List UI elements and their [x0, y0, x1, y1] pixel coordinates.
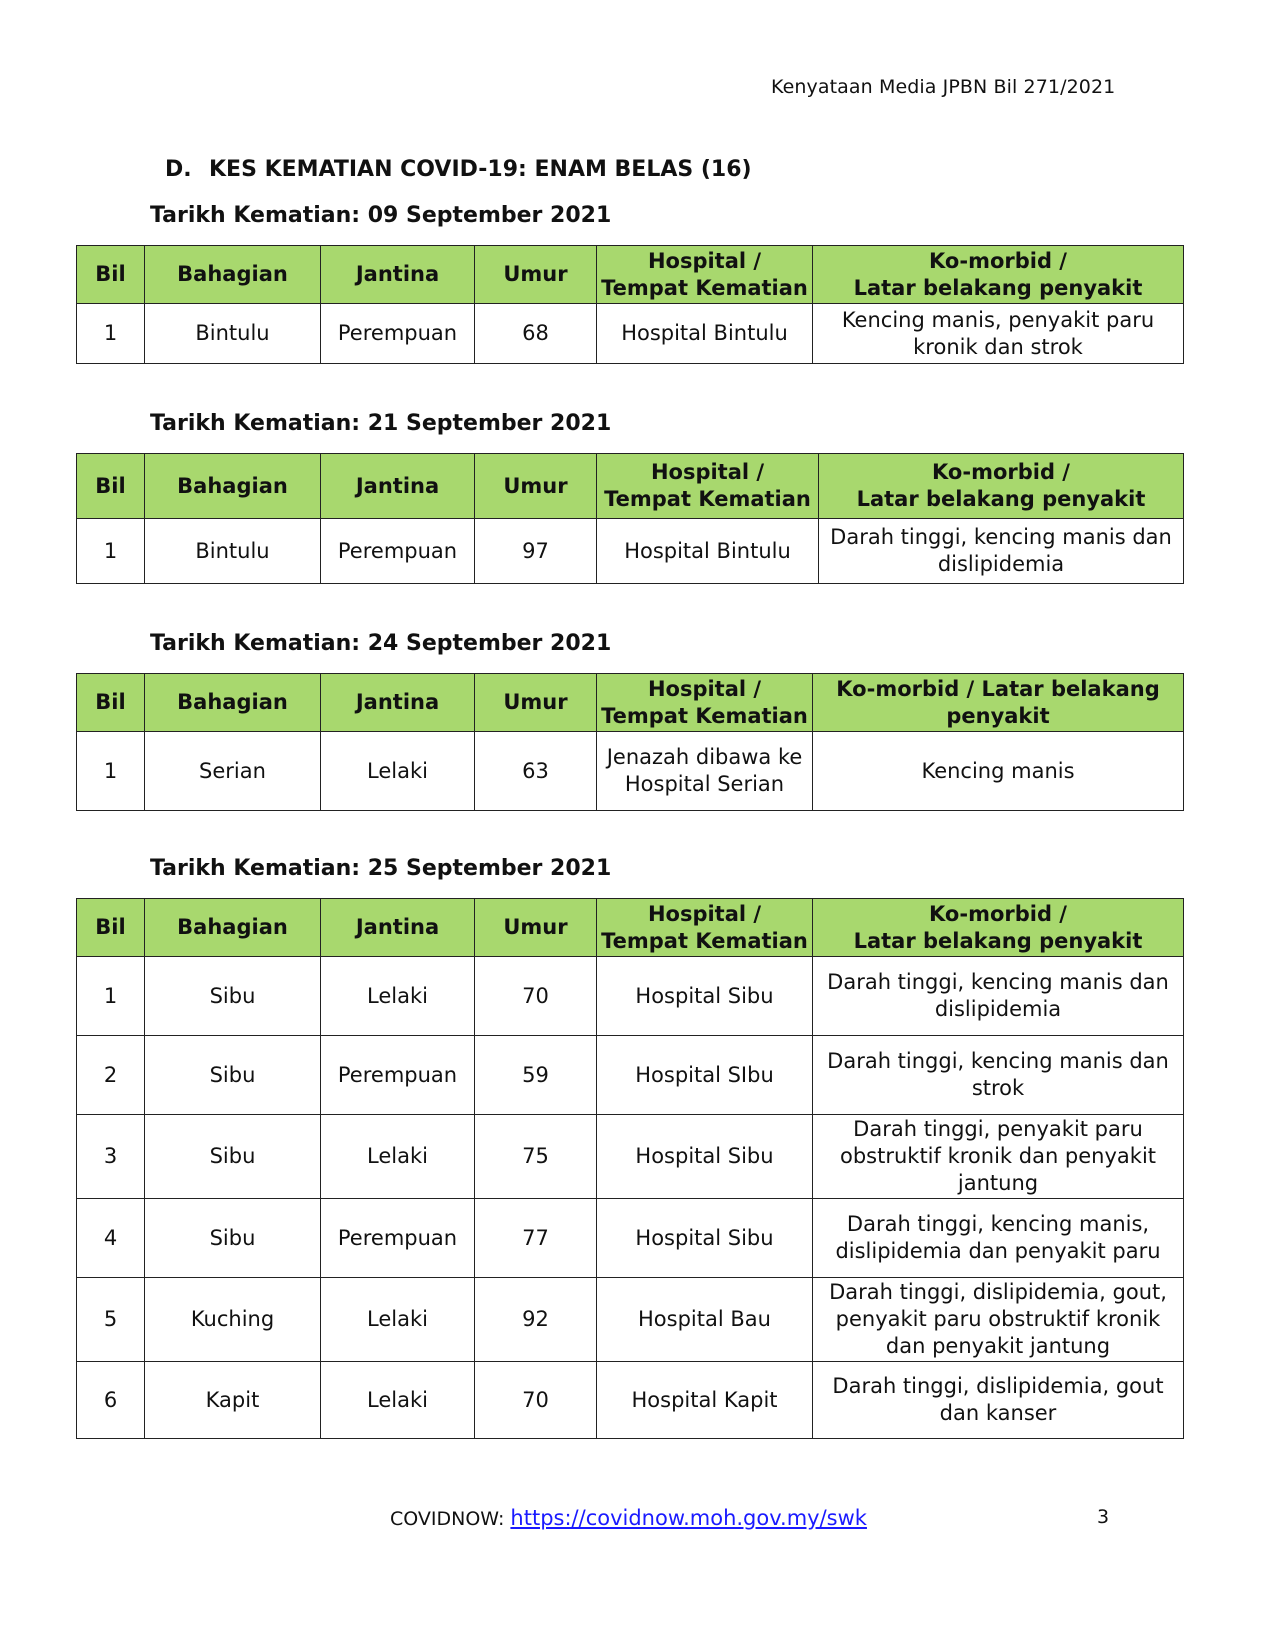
cell-bil: 5	[77, 1278, 145, 1362]
cell-jantina: Lelaki	[321, 1278, 475, 1362]
col-umur: Umur	[475, 246, 597, 304]
cell-bil: 2	[77, 1036, 145, 1115]
col-bil: Bil	[77, 246, 145, 304]
col-hospital: Hospital / Tempat Kematian	[597, 899, 813, 957]
table-header-row	[77, 899, 1184, 957]
cell-komorbid: Darah tinggi, kencing manis dan strok	[813, 1036, 1184, 1115]
cell-komorbid: Kencing manis, penyakit paru kronik dan strok	[813, 304, 1184, 364]
cell-jantina: Lelaki	[321, 957, 475, 1036]
cell-jantina: Lelaki	[321, 1115, 475, 1199]
cell-hospital: Hospital Sibu	[597, 1199, 813, 1278]
cell-bahagian: Sibu	[145, 1115, 321, 1199]
col-umur: Umur	[475, 899, 597, 957]
col-hospital: Hospital / Tempat Kematian	[597, 454, 819, 519]
col-komorbid: Ko-morbid / Latar belakang penyakit	[813, 899, 1184, 957]
cell-umur: 77	[475, 1199, 597, 1278]
table-header-row	[77, 674, 1184, 732]
cell-komorbid: Kencing manis	[813, 732, 1184, 811]
col-hospital: Hospital / Tempat Kematian	[597, 674, 813, 732]
table-row	[77, 732, 1184, 811]
covidnow-link[interactable]: https://covidnow.moh.gov.my/swk	[510, 1506, 867, 1530]
cell-bahagian: Kapit	[145, 1362, 321, 1439]
cell-bahagian: Bintulu	[145, 304, 321, 364]
cell-jantina: Perempuan	[321, 1036, 475, 1115]
cell-jantina: Perempuan	[321, 304, 475, 364]
col-bahagian: Bahagian	[145, 454, 321, 519]
table-row	[77, 1036, 1184, 1115]
cell-umur: 75	[475, 1115, 597, 1199]
cell-bahagian: Sibu	[145, 957, 321, 1036]
col-bil: Bil	[77, 454, 145, 519]
cell-hospital: Hospital Sibu	[597, 1115, 813, 1199]
cell-bahagian: Sibu	[145, 1036, 321, 1115]
deaths-table-09-sep	[76, 245, 1184, 364]
table-row	[77, 1362, 1184, 1439]
cell-hospital: Hospital Bau	[597, 1278, 813, 1362]
table-row	[77, 1278, 1184, 1362]
col-jantina: Jantina	[321, 246, 475, 304]
col-hospital: Hospital / Tempat Kematian	[597, 246, 813, 304]
cell-umur: 68	[475, 304, 597, 364]
cell-bil: 1	[77, 957, 145, 1036]
cell-umur: 97	[475, 519, 597, 584]
col-bil: Bil	[77, 674, 145, 732]
cell-jantina: Lelaki	[321, 732, 475, 811]
cell-umur: 92	[475, 1278, 597, 1362]
footer	[390, 1506, 867, 1530]
cell-bil: 1	[77, 304, 145, 364]
cell-umur: 59	[475, 1036, 597, 1115]
table-header-row	[77, 454, 1184, 519]
cell-umur: 63	[475, 732, 597, 811]
cell-bil: 6	[77, 1362, 145, 1439]
cell-komorbid: Darah tinggi, kencing manis dan dislipidemia	[813, 957, 1184, 1036]
date-heading-09-sep: Tarikh Kematian: 09 September 2021	[150, 203, 612, 228]
cell-hospital: Hospital Bintulu	[597, 519, 819, 584]
cell-bahagian: Sibu	[145, 1199, 321, 1278]
col-komorbid: Ko-morbid / Latar belakang penyakit	[819, 454, 1184, 519]
cell-bil: 3	[77, 1115, 145, 1199]
table-row	[77, 519, 1184, 584]
cell-komorbid: Darah tinggi, kencing manis, dislipidemia dan penyakit paru	[813, 1199, 1184, 1278]
col-komorbid: Ko-morbid / Latar belakang penyakit	[813, 246, 1184, 304]
table-row	[77, 1199, 1184, 1278]
cell-hospital: Hospital Kapit	[597, 1362, 813, 1439]
cell-bil: 4	[77, 1199, 145, 1278]
table-row	[77, 304, 1184, 364]
deaths-table-25-sep	[76, 898, 1184, 1439]
col-bahagian: Bahagian	[145, 899, 321, 957]
cell-jantina: Perempuan	[321, 1199, 475, 1278]
col-bahagian: Bahagian	[145, 246, 321, 304]
cell-hospital: Hospital Sibu	[597, 957, 813, 1036]
col-umur: Umur	[475, 674, 597, 732]
cell-bahagian: Bintulu	[145, 519, 321, 584]
footer-label: COVIDNOW:	[390, 1508, 505, 1530]
col-bil: Bil	[77, 899, 145, 957]
cell-bil: 1	[77, 519, 145, 584]
section-title-text: KES KEMATIAN COVID-19: ENAM BELAS (16)	[209, 157, 752, 182]
col-jantina: Jantina	[321, 454, 475, 519]
cell-komorbid: Darah tinggi, dislipidemia, gout dan kanser	[813, 1362, 1184, 1439]
cell-komorbid: Darah tinggi, kencing manis dan dislipidemia	[819, 519, 1184, 584]
cell-bil: 1	[77, 732, 145, 811]
section-title	[165, 157, 752, 182]
statement-reference: Kenyataan Media JPBN Bil 271/2021	[771, 76, 1116, 98]
deaths-table-21-sep	[76, 453, 1184, 584]
table-row	[77, 1115, 1184, 1199]
col-bahagian: Bahagian	[145, 674, 321, 732]
page-number: 3	[1097, 1506, 1110, 1528]
cell-komorbid: Darah tinggi, dislipidemia, gout, penyakit paru obstruktif kronik dan penyakit jantung	[813, 1278, 1184, 1362]
cell-jantina: Perempuan	[321, 519, 475, 584]
cell-hospital: Hospital Bintulu	[597, 304, 813, 364]
cell-bahagian: Kuching	[145, 1278, 321, 1362]
date-heading-21-sep: Tarikh Kematian: 21 September 2021	[150, 411, 612, 436]
cell-umur: 70	[475, 1362, 597, 1439]
section-letter: D.	[165, 157, 192, 182]
deaths-table-24-sep	[76, 673, 1184, 811]
cell-hospital: Hospital SIbu	[597, 1036, 813, 1115]
col-umur: Umur	[475, 454, 597, 519]
table-header-row	[77, 246, 1184, 304]
cell-bahagian: Serian	[145, 732, 321, 811]
cell-komorbid: Darah tinggi, penyakit paru obstruktif kronik dan penyakit jantung	[813, 1115, 1184, 1199]
cell-hospital: Jenazah dibawa ke Hospital Serian	[597, 732, 813, 811]
date-heading-25-sep: Tarikh Kematian: 25 September 2021	[150, 856, 612, 881]
cell-umur: 70	[475, 957, 597, 1036]
cell-jantina: Lelaki	[321, 1362, 475, 1439]
table-row	[77, 957, 1184, 1036]
date-heading-24-sep: Tarikh Kematian: 24 September 2021	[150, 631, 612, 656]
col-komorbid: Ko-morbid / Latar belakang penyakit	[813, 674, 1184, 732]
col-jantina: Jantina	[321, 899, 475, 957]
col-jantina: Jantina	[321, 674, 475, 732]
